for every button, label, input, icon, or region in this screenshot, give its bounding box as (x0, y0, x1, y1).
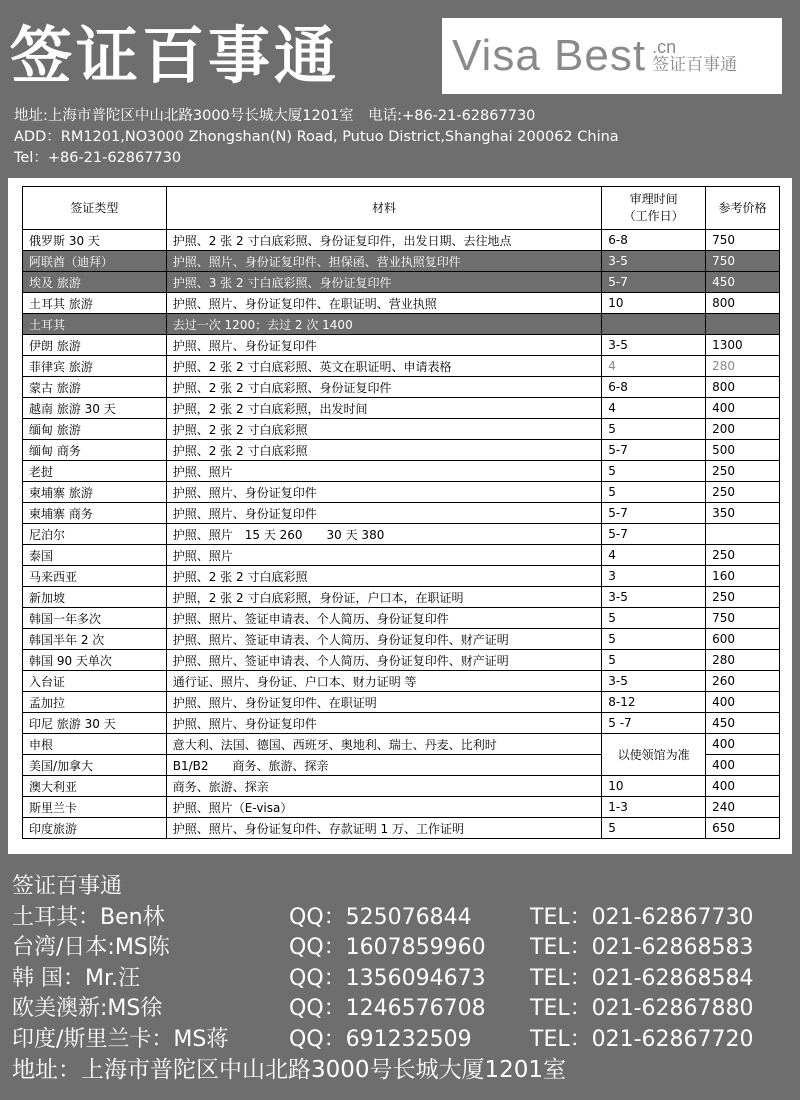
cell-price: 1300 (706, 335, 780, 356)
cell-materials: 护照，2 张 2 寸白底彩照，身份证，户口本，在职证明 (166, 587, 602, 608)
cell-materials: 护照、2 张 2 寸白底彩照、身份证复印件，出发日期、去往地点 (166, 230, 602, 251)
cell-processing-time: 5-7 (602, 503, 706, 524)
table-row (23, 398, 780, 419)
logo-wordmark: Visa Best (452, 31, 647, 80)
contact-name: 台湾/日本:MS陈 (12, 935, 170, 960)
cell-visa-type: 菲律宾 旅游 (23, 356, 167, 377)
table-row (23, 461, 780, 482)
cell-visa-type: 缅甸 商务 (23, 440, 167, 461)
contact-name: 土耳其：Ben林 (12, 904, 165, 930)
cell-price: 200 (706, 419, 780, 440)
cell-visa-type: 孟加拉 (23, 692, 167, 713)
table-row (23, 293, 780, 314)
cell-visa-type: 老挝 (23, 461, 167, 482)
cell-visa-type: 印度旅游 (23, 818, 167, 839)
cell-visa-type: 澳大利亚 (23, 776, 167, 797)
cell-price: 240 (706, 797, 780, 818)
table-row (23, 545, 780, 566)
contact-tel: TEL：021-62867880 (530, 996, 754, 1021)
header-price: 参考价格 (706, 187, 780, 230)
contact-qq: QQ：525076844 (289, 904, 472, 930)
table-header-row (23, 187, 780, 230)
cell-processing-time: 5 (602, 419, 706, 440)
cell-price: 600 (706, 629, 780, 650)
cell-visa-type: 入台证 (23, 671, 167, 692)
cell-price: 450 (706, 713, 780, 734)
cell-materials: 护照、2 张 2 寸白底彩照 (166, 566, 602, 587)
table-row (23, 503, 780, 524)
table-row (23, 335, 780, 356)
contacts-block (12, 872, 754, 1086)
contact-qq: QQ：691232509 (289, 1026, 472, 1052)
cell-price: 250 (706, 461, 780, 482)
cell-visa-type: 尼泊尔 (23, 524, 167, 545)
table-row (23, 482, 780, 503)
brand-logo (442, 18, 782, 94)
address-line-chinese: 地址:上海市普陀区中山北路3000号长城大厦1201室 电话:+86-21-62867730 (14, 108, 536, 124)
contact-tel: TEL：021-62868583 (530, 935, 754, 960)
cell-materials: 护照、照片 (166, 545, 602, 566)
cell-processing-time: 3-5 (602, 587, 706, 608)
cell-materials: 护照、照片、签证申请表、个人简历、身份证复印件 (166, 608, 602, 629)
cell-price: 650 (706, 818, 780, 839)
table-row (23, 587, 780, 608)
cell-visa-type: 泰国 (23, 545, 167, 566)
header-visa-type: 签证类型 (23, 187, 167, 230)
cell-processing-time: 5-7 (602, 524, 706, 545)
cell-visa-type: 蒙古 旅游 (23, 377, 167, 398)
logo-side (652, 38, 737, 75)
cell-materials: 护照、3 张 2 寸白底彩照、身份证复印件 (166, 272, 602, 293)
contact-row (12, 994, 754, 1025)
footer-address: 地址：上海市普陀区中山北路3000号长城大厦1201室 (12, 1057, 567, 1083)
cell-visa-type: 阿联酋（迪拜） (23, 251, 167, 272)
cell-processing-time: 3-5 (602, 251, 706, 272)
table-row (23, 608, 780, 629)
cell-price: 280 (706, 356, 780, 377)
cell-visa-type: 土耳其 旅游 (23, 293, 167, 314)
cell-price: 800 (706, 293, 780, 314)
cell-materials: 护照，2 张 2 寸白底彩照，出发时间 (166, 398, 602, 419)
table-row (23, 692, 780, 713)
table-row (23, 713, 780, 734)
cell-materials: B1/B2 商务、旅游、探亲 (166, 755, 602, 776)
contact-name: 欧美澳新:MS徐 (12, 996, 163, 1021)
cell-price: 260 (706, 671, 780, 692)
cell-processing-time: 5 (602, 482, 706, 503)
contact-tel: TEL：021-62867730 (530, 904, 754, 930)
cell-processing-time: 5 (602, 461, 706, 482)
cell-processing-time: 3-5 (602, 671, 706, 692)
cell-price (706, 524, 780, 545)
cell-processing-time: 5 (602, 818, 706, 839)
page-title: 签证百事通 (10, 19, 341, 92)
cell-price: 400 (706, 734, 780, 755)
visa-price-table (22, 186, 780, 839)
table-row (23, 818, 780, 839)
cell-visa-type: 斯里兰卡 (23, 797, 167, 818)
cell-processing-time: 5-7 (602, 440, 706, 461)
table-row (23, 356, 780, 377)
cell-materials: 护照、2 张 2 寸白底彩照、身份证复印件 (166, 377, 602, 398)
cell-price: 280 (706, 650, 780, 671)
table-row (23, 419, 780, 440)
table-row (23, 377, 780, 398)
cell-price: 750 (706, 608, 780, 629)
header-time-label: 审理时间 (629, 192, 678, 206)
address-line-tel: Tel：+86-21-62867730 (14, 150, 182, 166)
contacts-title: 签证百事通 (12, 874, 123, 899)
cell-processing-time: 3-5 (602, 335, 706, 356)
cell-visa-type: 越南 旅游 30 天 (23, 398, 167, 419)
cell-processing-time: 10 (602, 293, 706, 314)
table-body (23, 230, 780, 839)
table-row (23, 650, 780, 671)
cell-materials: 商务、旅游、探亲 (166, 776, 602, 797)
contact-tel: TEL：021-62867720 (530, 1026, 754, 1052)
cell-materials: 护照、照片 15 天 260 30 天 380 (166, 524, 602, 545)
cell-visa-type: 伊朗 旅游 (23, 335, 167, 356)
cell-materials: 护照、2 张 2 寸白底彩照 (166, 440, 602, 461)
address-block (14, 106, 619, 169)
cell-price: 500 (706, 440, 780, 461)
cell-processing-time: 4 (602, 398, 706, 419)
cell-processing-time: 10 (602, 776, 706, 797)
cell-materials: 护照、照片、身份证复印件、存款证明 1 万、工作证明 (166, 818, 602, 839)
cell-materials: 护照、2 张 2 寸白底彩照、英文在职证明、申请表格 (166, 356, 602, 377)
contact-qq: QQ：1246576708 (289, 996, 486, 1021)
cell-materials: 护照、照片、身份证复印件 (166, 503, 602, 524)
table-row (23, 797, 780, 818)
cell-materials: 护照、照片、身份证复印件 (166, 713, 602, 734)
table-row (23, 776, 780, 797)
cell-price: 160 (706, 566, 780, 587)
cell-price: 750 (706, 230, 780, 251)
cell-processing-time: 6-8 (602, 377, 706, 398)
cell-price: 750 (706, 251, 780, 272)
cell-processing-time: 以使领馆为准 (602, 734, 706, 776)
cell-price: 450 (706, 272, 780, 293)
cell-processing-time: 6-8 (602, 230, 706, 251)
cell-visa-type: 韩国 90 天单次 (23, 650, 167, 671)
cell-materials: 护照、照片、身份证复印件、担保函、营业执照复印件 (166, 251, 602, 272)
cell-materials: 护照、2 张 2 寸白底彩照 (166, 419, 602, 440)
logo-domain: .cn (652, 36, 677, 57)
cell-materials: 护照、照片、签证申请表、个人简历、身份证复印件、财产证明 (166, 629, 602, 650)
cell-visa-type: 新加坡 (23, 587, 167, 608)
cell-price: 400 (706, 776, 780, 797)
table-row (23, 314, 780, 335)
cell-materials: 通行证、照片、身份证、户口本、财力证明 等 (166, 671, 602, 692)
contact-qq: QQ：1607859960 (289, 935, 486, 960)
cell-processing-time: 5-7 (602, 272, 706, 293)
cell-visa-type: 申根 (23, 734, 167, 755)
cell-visa-type: 美国/加拿大 (23, 755, 167, 776)
table-row (23, 524, 780, 545)
contact-row (12, 964, 754, 995)
cell-materials: 护照、照片、身份证复印件 (166, 335, 602, 356)
cell-visa-type: 缅甸 旅游 (23, 419, 167, 440)
cell-processing-time: 5 (602, 629, 706, 650)
address-line-english: ADD：RM1201,NO3000 Zhongshan(N) Road, Putuo District,Shanghai 200062 China (14, 129, 619, 145)
contact-qq: QQ：1356094673 (289, 965, 486, 991)
cell-visa-type: 韩国半年 2 次 (23, 629, 167, 650)
cell-materials: 护照、照片、身份证复印件 (166, 482, 602, 503)
header-processing-time (602, 187, 706, 230)
contact-row (12, 1025, 754, 1056)
cell-processing-time: 1-3 (602, 797, 706, 818)
cell-visa-type: 埃及 旅游 (23, 272, 167, 293)
table-row (23, 566, 780, 587)
contact-name: 印度/斯里兰卡：MS蒋 (12, 1026, 229, 1052)
header-materials: 材料 (166, 187, 602, 230)
cell-materials: 护照、照片、签证申请表、个人简历、身份证复印件、财产证明 (166, 650, 602, 671)
cell-processing-time: 8-12 (602, 692, 706, 713)
contact-row (12, 903, 754, 934)
cell-price: 250 (706, 545, 780, 566)
cell-processing-time: 4 (602, 356, 706, 377)
cell-materials: 护照、照片（E-visa） (166, 797, 602, 818)
cell-materials: 护照、照片 (166, 461, 602, 482)
cell-processing-time: 4 (602, 545, 706, 566)
cell-materials: 护照、照片、身份证复印件、在职证明、营业执照 (166, 293, 602, 314)
contact-name: 韩 国：Mr.汪 (12, 965, 140, 991)
visa-table-panel (8, 178, 792, 854)
cell-price: 250 (706, 482, 780, 503)
table-row (23, 230, 780, 251)
cell-visa-type: 柬埔寨 商务 (23, 503, 167, 524)
table-row (23, 251, 780, 272)
cell-visa-type: 俄罗斯 30 天 (23, 230, 167, 251)
logo-subtitle: 签证百事通 (652, 54, 738, 75)
cell-price: 800 (706, 377, 780, 398)
table-row (23, 671, 780, 692)
cell-visa-type: 土耳其 (23, 314, 167, 335)
cell-materials: 意大利、法国、德国、西班牙、奥地利、瑞士、丹麦、比利时 (166, 734, 602, 755)
contact-tel: TEL：021-62868584 (530, 965, 754, 991)
cell-processing-time: 5 (602, 650, 706, 671)
contact-row (12, 933, 754, 964)
table-row (23, 734, 780, 755)
cell-processing-time (602, 314, 706, 335)
cell-price (706, 314, 780, 335)
cell-price: 350 (706, 503, 780, 524)
cell-processing-time: 5 (602, 608, 706, 629)
cell-visa-type: 韩国一年多次 (23, 608, 167, 629)
cell-materials: 去过一次 1200；去过 2 次 1400 (166, 314, 602, 335)
cell-price: 400 (706, 755, 780, 776)
cell-visa-type: 马来西亚 (23, 566, 167, 587)
cell-materials: 护照、照片、身份证复印件、在职证明 (166, 692, 602, 713)
cell-price: 400 (706, 692, 780, 713)
cell-price: 250 (706, 587, 780, 608)
cell-visa-type: 印尼 旅游 30 天 (23, 713, 167, 734)
table-row (23, 629, 780, 650)
cell-processing-time: 3 (602, 566, 706, 587)
cell-price: 400 (706, 398, 780, 419)
cell-processing-time: 5 -7 (602, 713, 706, 734)
table-row (23, 272, 780, 293)
table-row (23, 440, 780, 461)
cell-visa-type: 柬埔寨 旅游 (23, 482, 167, 503)
header-time-unit: （工作日） (623, 209, 684, 223)
